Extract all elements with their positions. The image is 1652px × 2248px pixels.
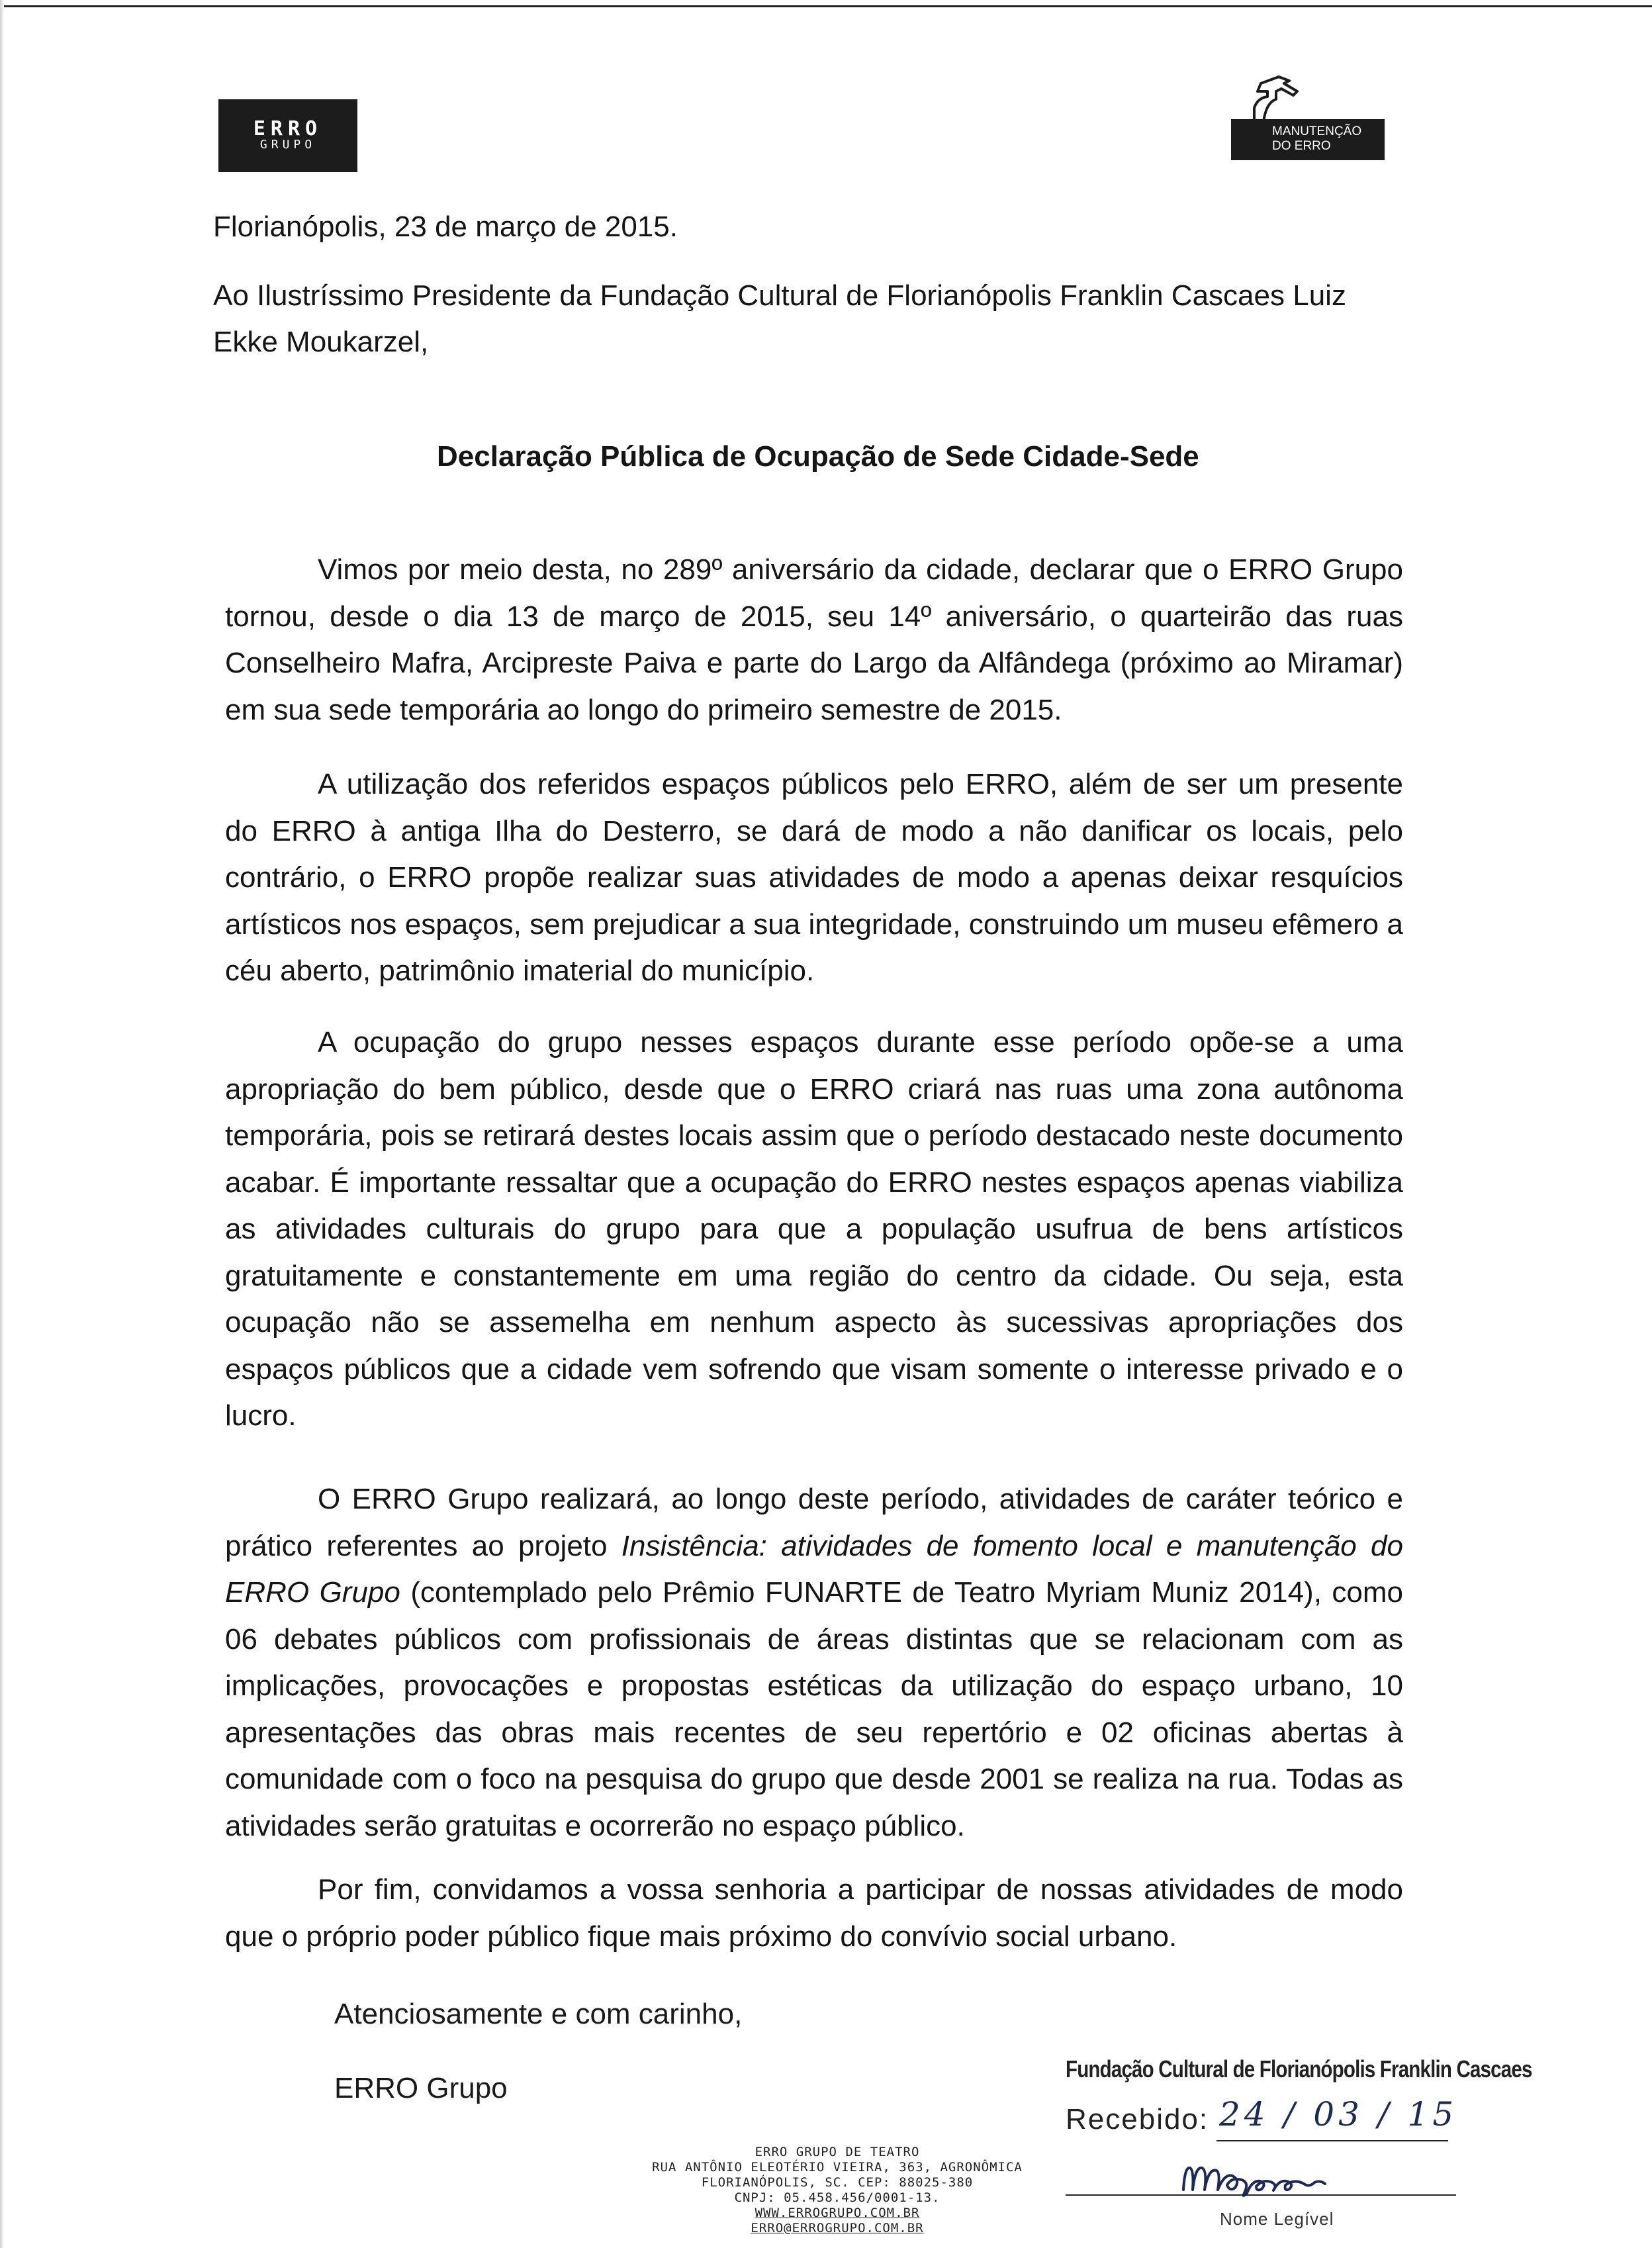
- logo-grupo-text: GRUPO: [259, 138, 316, 152]
- footer-city: FLORIANÓPOLIS, SC. CEP: 88025-380: [701, 2175, 974, 2190]
- project-title: Insistência: atividades de fomento local e manutenção do ERRO Grupo: [225, 1529, 1403, 1609]
- erro-grupo-logo: [218, 99, 357, 172]
- stamp-name-label: Nome Legível: [1220, 2209, 1334, 2229]
- paragraph: [225, 1476, 1403, 1850]
- footer-email-link[interactable]: ERRO@ERROGRUPO.COM.BR: [751, 2221, 924, 2235]
- manutencao-do-erro-logo: [1231, 71, 1397, 164]
- paragraph-text: (contemplado pelo Prêmio FUNARTE de Teatro Myriam Muniz 2014), como 06 debates públicos com profissionais de áreas distintas que se relacionam com as implicações, provocações e propostas estéticas da utilização do espaço urbano, 10 apresentações das obras mais recentes de seu repertório e 02 oficinas abertas à comunidade com o foco na pesquisa do grupo que desde 2001 se realiza na rua. Todas as atividades serão gratuitas e ocorrerão no espaço público.: [225, 1576, 1403, 1842]
- paragraph-text: A ocupação do grupo nesses espaços durante esse período opõe-se a uma apropriação do bem público, desde que o ERRO criará nas ruas uma zona autônoma temporária, pois se retirará destes locais assim que o período destacado neste documento acabar. É importante ressaltar que a ocupação do ERRO nestes espaços apenas viabiliza as atividades culturais do grupo para que a população usufrua de bens artísticos gratuitamente e constantemente em uma região do centro da cidade. Ou seja, esta ocupação não se assemelha em nenhum aspecto às sucessivas apropriações dos espaços públicos que a cidade vem sofrendo que visam somente o interesse privado e o lucro.: [225, 1026, 1403, 1432]
- paragraph: [225, 1019, 1403, 1440]
- handwritten-signature: [1178, 2153, 1377, 2200]
- footer-website-link[interactable]: WWW.ERROGRUPO.COM.BR: [755, 2206, 920, 2220]
- manutencao-logo-box: [1231, 119, 1385, 160]
- paragraph-text: Por fim, convidamos a vossa senhoria a participar de nossas atividades de modo que o próprio poder público fique mais próximo do convívio social urbano.: [225, 1873, 1403, 1953]
- signature-line: ERRO Grupo: [334, 2072, 508, 2104]
- manutencao-text: MANUTENÇÃO: [1272, 124, 1362, 138]
- footer-street: RUA ANTÔNIO ELEOTÉRIO VIEIRA, 363, AGRONÔMICA: [652, 2160, 1023, 2175]
- footer-cnpj: CNPJ: 05.458.456/0001-13.: [734, 2190, 941, 2205]
- closing-line: Atenciosamente e com carinho,: [334, 1998, 743, 2030]
- paragraph-text: A utilização dos referidos espaços públicos pelo ERRO, além de ser um presente do ERRO à antiga Ilha do Desterro, se dará de modo a não danificar os locais, pelo contrário, o ERRO propõe realizar suas atividades de modo a apenas deixar resquícios artísticos nos espaços, sem prejudicar a sua integridade, construindo um museu efêmero a céu aberto, patrimônio imaterial do município.: [225, 768, 1403, 987]
- stamp-received-label: Recebido:: [1066, 2103, 1209, 2135]
- scan-edge-shadow: [0, 0, 4, 2248]
- paragraph: [225, 761, 1403, 995]
- stamp-signature-line: [1066, 2194, 1456, 2196]
- logo-erro-text: ERRO: [253, 117, 323, 140]
- footer-address: [599, 2145, 1076, 2236]
- paragraph: [225, 1867, 1403, 1960]
- addressee: Ao Ilustríssimo Presidente da Fundação Cultural de Florianópolis Franklin Cascaes Luiz Ekke Moukarzel,: [213, 279, 1346, 358]
- date-line: Florianópolis, 23 de março de 2015.: [213, 211, 678, 243]
- footer-org-name: ERRO GRUPO DE TEATRO: [755, 2145, 920, 2159]
- stamp-date-line: [1216, 2140, 1448, 2141]
- do-erro-text: DO ERRO: [1272, 139, 1331, 153]
- document-title: Declaração Pública de Ocupação de Sede Cidade-Sede: [437, 440, 1199, 473]
- received-stamp: [1066, 2055, 1532, 2241]
- paragraph-text: O ERRO Grupo realizará, ao longo deste período, atividades de caráter teórico e prático referentes ao projeto: [225, 1483, 1403, 1562]
- stamp-title: Fundação Cultural de Florianópolis Franklin Cascaes: [1066, 2055, 1532, 2083]
- scan-edge-line: [0, 5, 1652, 7]
- paragraph: [225, 547, 1403, 733]
- stamp-received-date: 24 / 03 / 15: [1219, 2095, 1458, 2133]
- paragraph-text: Vimos por meio desta, no 289º aniversário da cidade, declarar que o ERRO Grupo tornou, desde o dia 13 de março de 2015, seu 14º aniversário, o quarteirão das ruas Conselheiro Mafra, Arcipreste Paiva e parte do Largo da Alfândega (próximo ao Miramar) em sua sede temporária ao longo do primeiro semestre de 2015.: [225, 553, 1403, 726]
